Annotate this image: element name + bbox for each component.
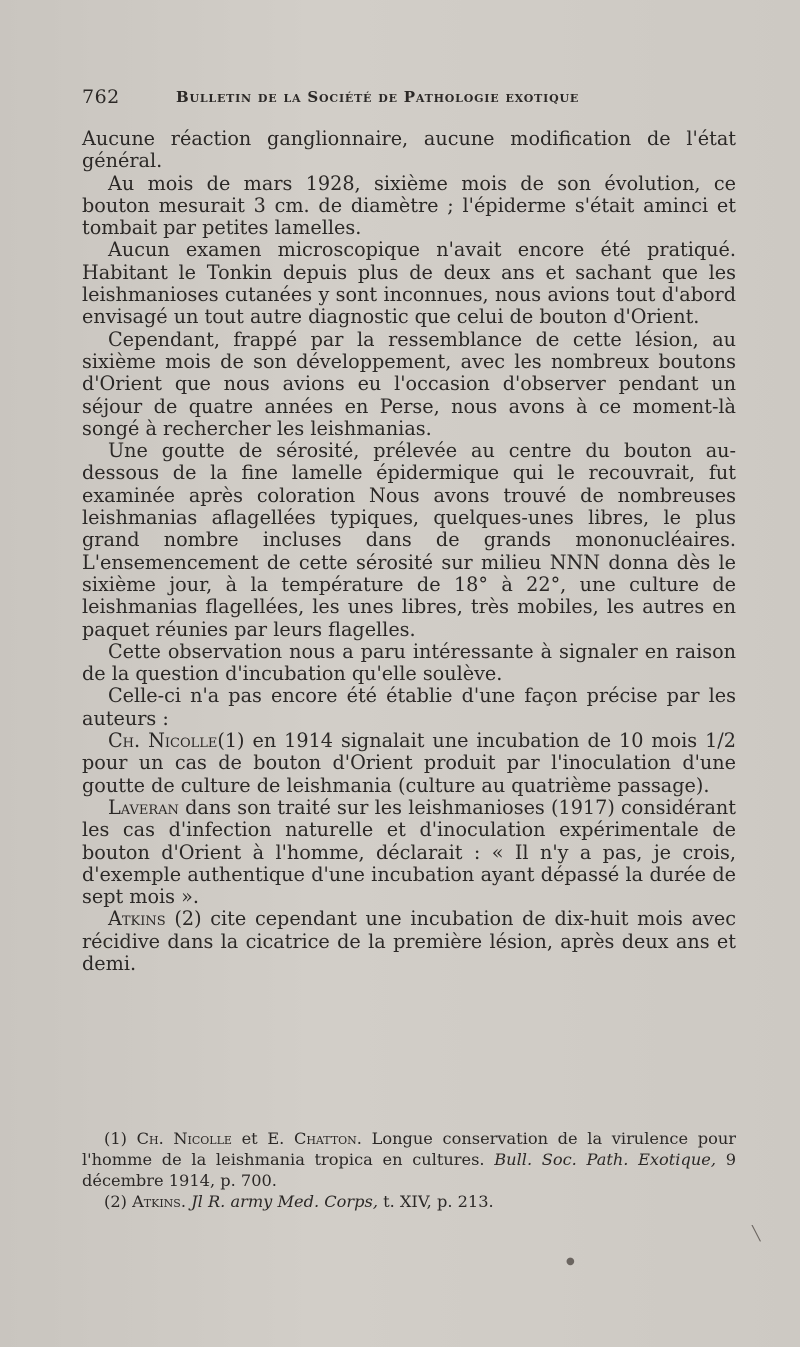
paragraph: Cependant, frappé par la ressemblance de cette lésion, au sixième mois de son développement, avec les nombreux boutons d'Orient que nous avions eu l'occasion d'observer pendant un séjour de quatre années en Perse, nous avons à ce moment-là songé à rechercher les leishmanias. <box>82 327 736 440</box>
footnote-author: Atkins <box>132 1192 181 1211</box>
footnote-journal: Bull. Soc. Path. Exotique, <box>494 1150 716 1169</box>
footnote-author: E. Chatton <box>267 1129 357 1148</box>
cited-author: Ch. Nicolle <box>108 729 218 753</box>
page-number: 762 <box>82 86 120 108</box>
cited-author: Atkins <box>108 907 166 931</box>
scan-speck: ╲ <box>752 1226 761 1242</box>
footnote-journal: Jl R. army Med. Corps, <box>191 1192 378 1211</box>
paragraph: Une goutte de sérosité, prélevée au centre du bouton au-dessous de la fine lamelle épidermique qui le recouvrait, fut examinée après coloration Nous avons trouvé de nombreuses leishmanias aflagellées typiques, quelques-unes libres, le plus grand nombre incluses dans de grands mononucléaires. L'ensemencement de cette sérosité sur milieu NNN donna dès le sixième jour, à la température de 18° à 22°, une culture de leishmanias flagellées, les unes libres, très mobiles, les autres en paquet réunies par leurs flagelles. <box>82 439 736 641</box>
scan-speck: ● <box>566 1256 575 1267</box>
paragraph: Aucun examen microscopique n'avait encore été pratiqué. Habitant le Tonkin depuis plus de deux ans et sachant que les leishmanioses cutanées y sont inconnues, nous avions tout d'abord envisagé un tout autre diagnostic que celui de bouton d'Orient. <box>82 238 736 329</box>
footnote <box>82 1191 736 1212</box>
footnote-conjunction: et <box>231 1129 268 1148</box>
cited-author: Laveran <box>108 795 179 819</box>
footnote-author: Ch. Nicolle <box>136 1129 232 1148</box>
footnote-number: (1) <box>104 1129 127 1148</box>
paragraph: Cette observation nous a paru intéressante à signaler en raison de la question d'incubation qu'elle soulève. <box>82 639 736 686</box>
citation-paragraph <box>82 908 736 975</box>
footnote-separator: . <box>180 1192 192 1211</box>
citation-paragraph <box>82 730 736 797</box>
citation-paragraph <box>82 797 736 908</box>
paragraph: Au mois de mars 1928, sixième mois de son évolution, ce bouton mesurait 3 cm. de diamètre ; l'épiderme s'était aminci et tombait par petites lamelles. <box>82 171 736 240</box>
footnote-text: . Longue conservation de la virulence pour l'homme de la leishmania tropica en cultures. <box>82 1129 736 1169</box>
running-title: Bulletin de la Société de Pathologie exotique <box>176 88 580 106</box>
footnote-rest: t. XIV, p. 213. <box>377 1192 494 1211</box>
footnote-number: (2) <box>104 1192 127 1211</box>
citation-text: (1) en 1914 signalait une incubation de 10 mois 1/2 pour un cas de bouton d'Orient produit par l'inoculation d'une goutte de culture de leishmania (culture au quatrième passage). <box>82 729 736 797</box>
footnotes <box>82 1128 736 1212</box>
paragraph: Celle-ci n'a pas encore été établie d'une façon précise par les auteurs : <box>82 684 736 730</box>
paragraph: Aucune réaction ganglionnaire, aucune modification de l'état général. <box>82 127 736 173</box>
footnote <box>82 1128 736 1191</box>
citation-text: dans son traité sur les leishmanioses (1917) considérant les cas d'infection naturelle et d'inoculation expérimentale de bouton d'Orient à l'homme, déclarait : « Il n'y a pas, je crois, d'exemple authentique d'une incubation ayant dépassé la durée de sept mois ». <box>82 795 736 909</box>
body-text <box>82 128 736 975</box>
footnote-rest: 9 décembre 1914, p. 700. <box>82 1150 736 1190</box>
citation-text: (2) cite cependant une incubation de dix-huit mois avec récidive dans la cicatrice de la première lésion, après deux ans et demi. <box>82 907 736 975</box>
